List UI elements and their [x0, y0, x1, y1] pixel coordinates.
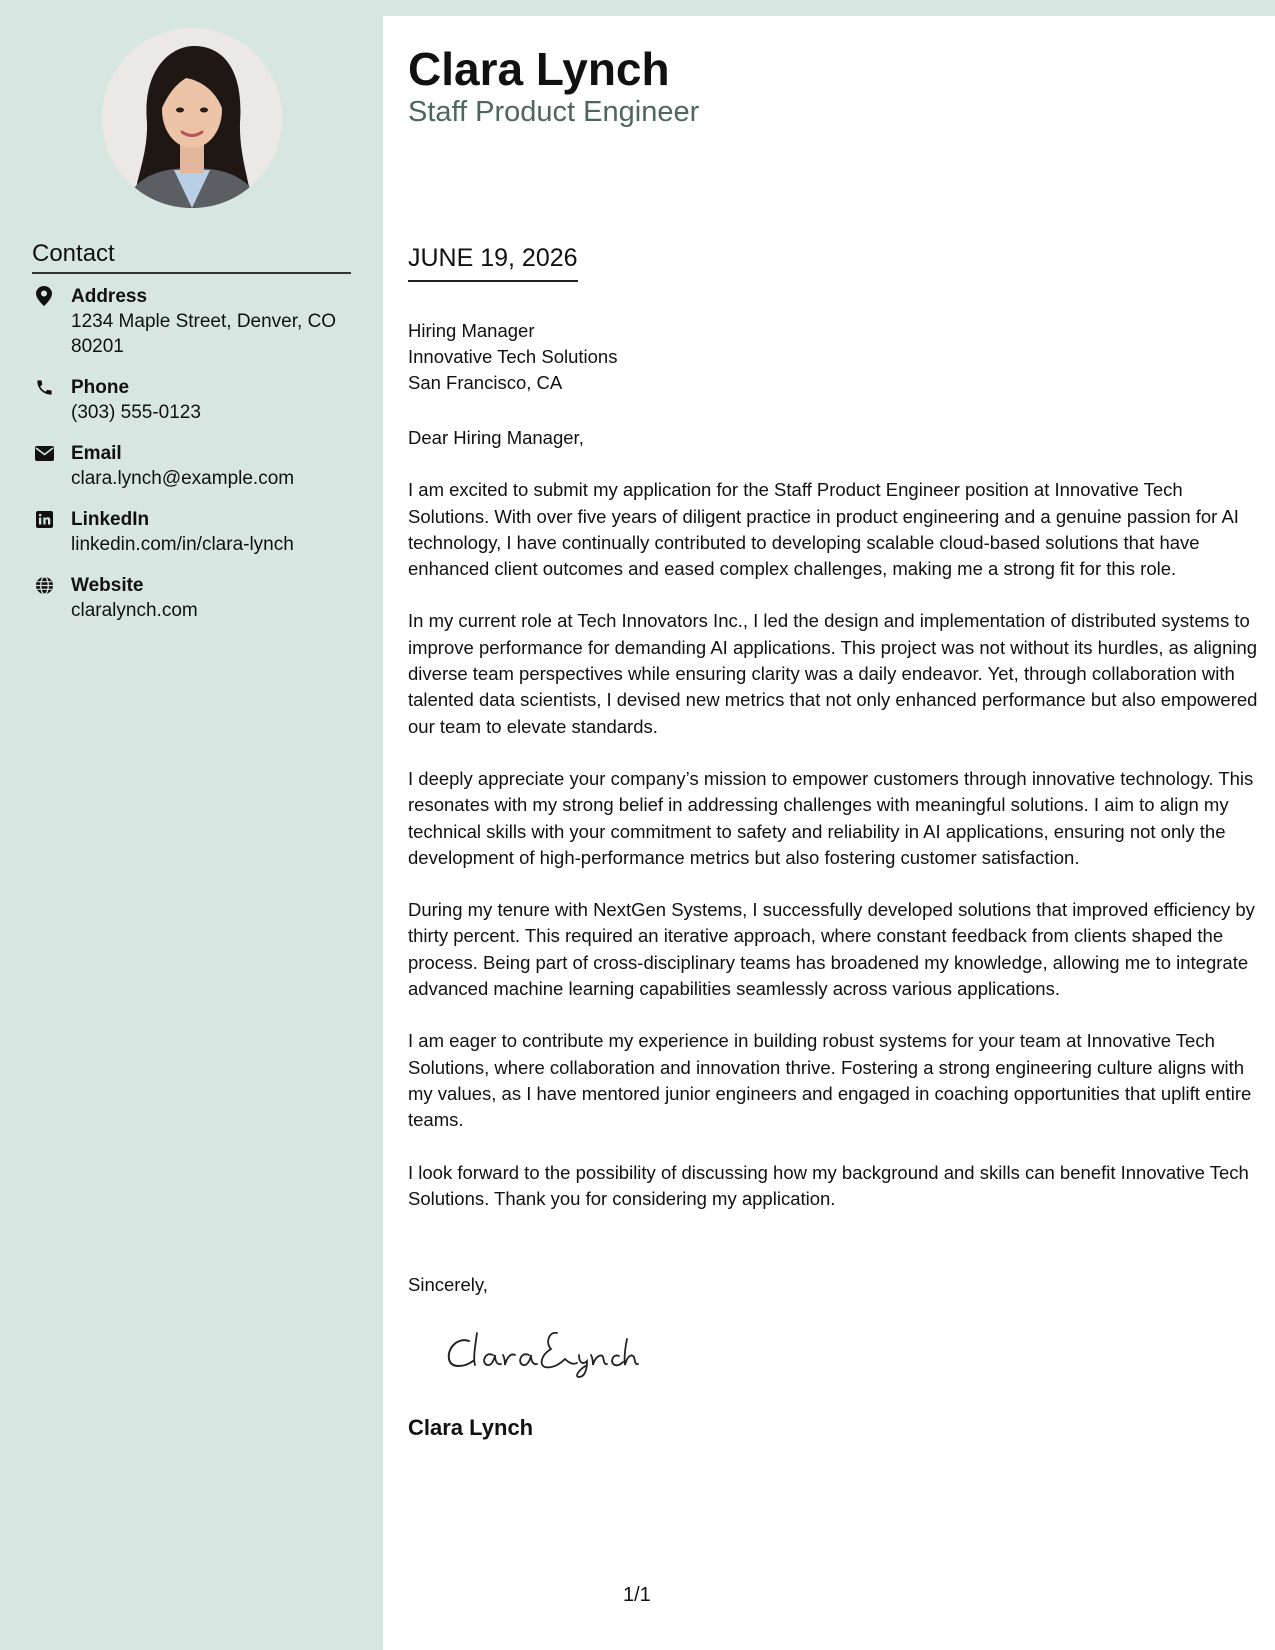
recipient-line: Hiring Manager	[408, 320, 535, 341]
contact-label: Website	[71, 575, 144, 596]
profile-photo	[102, 28, 282, 208]
contact-label: Phone	[71, 377, 130, 398]
contact-label: Email	[71, 443, 122, 464]
contact-item-email	[32, 442, 362, 491]
applicant-name: Clara Lynch	[408, 43, 670, 95]
sidebar	[0, 0, 383, 1650]
contact-label: LinkedIn	[71, 509, 150, 530]
contact-item-address	[32, 285, 362, 359]
applicant-title: Staff Product Engineer	[408, 96, 700, 128]
letter-paragraph: I am excited to submit my application for the Staff Product Engineer position at Innovative Tech Solutions. With over five years of diligent practice in product engineering and a genuine passion for AI technology, I have continually contributed to developing scalable cloud-based solutions that have enhanced client outcomes and eased complex challenges, making me a strong fit for this role.	[408, 479, 1239, 580]
phone-icon	[34, 377, 54, 397]
letter-paragraph: In my current role at Tech Innovators Inc., I led the design and implementation of distributed systems to improve performance for demanding AI applications. This project was not without its hurdles, as aligning diverse team perspectives while ensuring clarity was a daily endeavor. Yet, through collaboration with talented data scientists, I devised new metrics that not only enhanced performance but also empowered our team to elevate standards.	[408, 610, 1258, 737]
recipient-line: Innovative Tech Solutions	[408, 346, 618, 367]
contact-item-linkedin	[32, 508, 362, 557]
letter-date: JUNE 19, 2026	[408, 242, 578, 282]
website-value: claralynch.com	[71, 600, 198, 621]
recipient-block	[408, 318, 617, 396]
letter-body	[408, 425, 1258, 1238]
contact-heading: Contact	[32, 240, 351, 274]
map-pin-icon	[34, 286, 54, 306]
linkedin-value: linkedin.com/in/clara-lynch	[71, 534, 294, 555]
phone-value: (303) 555-0123	[71, 402, 201, 423]
contact-item-website	[32, 574, 362, 623]
contact-list	[32, 285, 362, 640]
envelope-icon	[34, 443, 54, 463]
linkedin-icon	[34, 509, 54, 529]
letter-paragraph: I look forward to the possibility of discussing how my background and skills can benefit Innovative Tech Solutions. Thank you for considering my application.	[408, 1161, 1249, 1209]
handwritten-signature	[441, 1319, 641, 1379]
letter-panel	[383, 16, 1275, 1650]
closing: Sincerely,	[408, 1274, 488, 1295]
letter-paragraph: During my tenure with NextGen Systems, I successfully developed solutions that improved efficiency by thirty percent. This required an iterative approach, where constant feedback from clients shaped the process. Being part of cross-disciplinary teams has broadened my knowledge, allowing me to integrate advanced machine learning capabilities seamlessly across various applications.	[408, 899, 1255, 1000]
signed-name: Clara Lynch	[408, 1415, 534, 1440]
globe-icon	[34, 575, 54, 595]
letter-paragraph: I am eager to contribute my experience in building robust systems for your team at Innovative Tech Solutions, where collaboration and innovation thrive. Fostering a strong engineering culture aligns with my values, as I have mentored junior engineers and engaged in coaching opportunities that uplift entire teams.	[408, 1030, 1252, 1131]
page-number: 1/1	[623, 1584, 651, 1606]
address-value: 1234 Maple Street, Denver, CO 80201	[71, 311, 337, 357]
contact-label: Address	[71, 286, 148, 307]
contact-item-phone	[32, 376, 362, 425]
recipient-line: San Francisco, CA	[408, 372, 563, 393]
letter-paragraph: I deeply appreciate your company’s mission to empower customers through innovative technology. This resonates with my strong belief in addressing challenges with meaningful solutions. I aim to align my technical skills with your commitment to safety and reliability in AI applications, ensuring not only the development of high-performance metrics but also fostering customer satisfaction.	[408, 767, 1254, 868]
salutation: Dear Hiring Manager,	[408, 427, 584, 448]
email-value: clara.lynch@example.com	[71, 468, 295, 489]
